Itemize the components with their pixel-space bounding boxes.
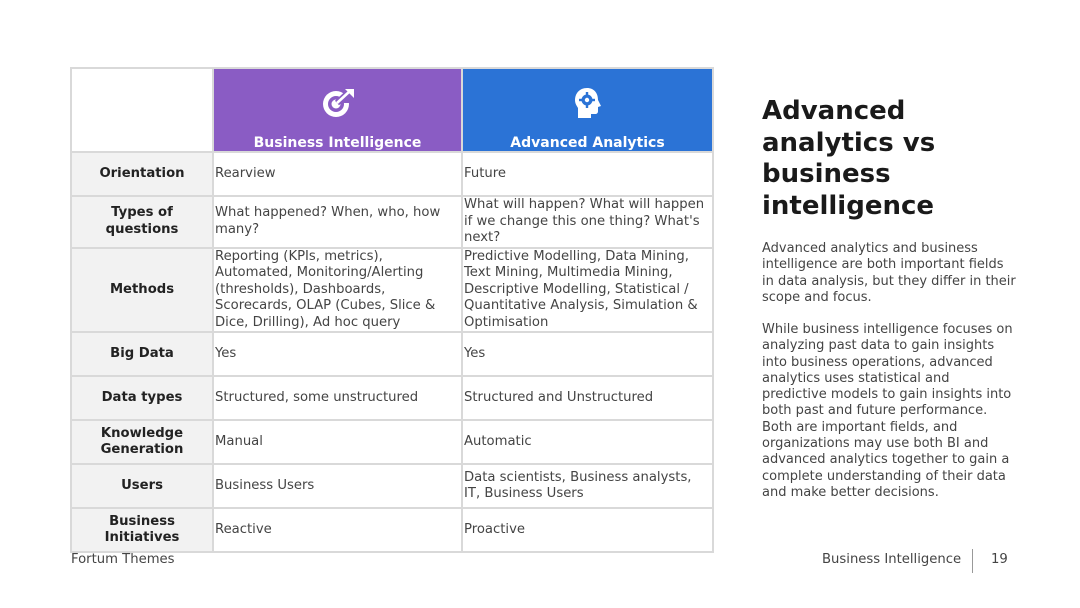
aa-cell: Automatic	[462, 420, 713, 464]
table-row	[71, 464, 713, 508]
table-row	[71, 248, 713, 333]
row-label: Types of questions	[71, 196, 213, 248]
bi-cell: Structured, some unstructured	[213, 376, 462, 420]
row-label: Orientation	[71, 152, 213, 196]
bi-cell: Manual	[213, 420, 462, 464]
header-advanced-analytics	[462, 68, 713, 152]
table-row	[71, 152, 713, 196]
aa-cell: Future	[462, 152, 713, 196]
aa-cell: Proactive	[462, 508, 713, 552]
detail-paragraph: While business intelligence focuses on analyzing past data to gain insights into business operations, advanced analytics uses statistical and predictive models to gain insights into both past and future performance. Both are important fields, and organizations may use both BI and advanced analytics together to gain a complete understanding of their data and make better decisions.	[762, 322, 1013, 500]
table-row	[71, 508, 713, 552]
row-label: Big Data	[71, 332, 213, 376]
page-number: 19	[991, 552, 1008, 567]
footer-brand: Fortum Themes	[71, 552, 175, 567]
bi-cell: Reactive	[213, 508, 462, 552]
row-label: Methods	[71, 248, 213, 333]
row-label: Knowledge Generation	[71, 420, 213, 464]
row-label: Users	[71, 464, 213, 508]
head-gear-icon	[569, 86, 607, 120]
aa-cell: Yes	[462, 332, 713, 376]
target-arrow-icon	[319, 86, 357, 120]
aa-cell: What will happen? What will happen if we change this one thing? What's next?	[462, 196, 713, 248]
aa-cell: Structured and Unstructured	[462, 376, 713, 420]
aa-cell: Predictive Modelling, Data Mining, Text Mining, Multimedia Mining, Descriptive Modelling, Statistical / Quantitative Analysis, Simulation & Optimisation	[462, 248, 713, 333]
aa-cell: Data scientists, Business analysts, IT, Business Users	[462, 464, 713, 508]
table-row	[71, 332, 713, 376]
slide-title: Advanced analytics vs business intelligence	[762, 96, 936, 221]
bi-cell: Rearview	[213, 152, 462, 196]
comparison-table	[70, 67, 714, 553]
table-row	[71, 376, 713, 420]
table-header-row	[71, 68, 713, 152]
header-business-intelligence	[213, 68, 462, 152]
intro-paragraph: Advanced analytics and business intelligence are both important fields in data analysis, but they differ in their scope and focus.	[762, 241, 1016, 305]
header-bi-label: Business Intelligence	[253, 135, 422, 151]
header-aa-label: Advanced Analytics	[510, 135, 665, 151]
footer-section: Business Intelligence	[822, 552, 962, 567]
bi-cell: Business Users	[213, 464, 462, 508]
bi-cell: What happened? When, who, how many?	[213, 196, 462, 248]
row-label: Data types	[71, 376, 213, 420]
row-label: Business Initiatives	[71, 508, 213, 552]
header-blank-cell	[71, 68, 213, 152]
footer-divider	[972, 549, 973, 573]
bi-cell: Reporting (KPIs, metrics), Automated, Monitoring/Alerting (thresholds), Dashboards, Scorecards, OLAP (Cubes, Slice & Dice, Drilling), Ad hoc query	[213, 248, 462, 333]
bi-cell: Yes	[213, 332, 462, 376]
table-row	[71, 420, 713, 464]
table-row	[71, 196, 713, 248]
